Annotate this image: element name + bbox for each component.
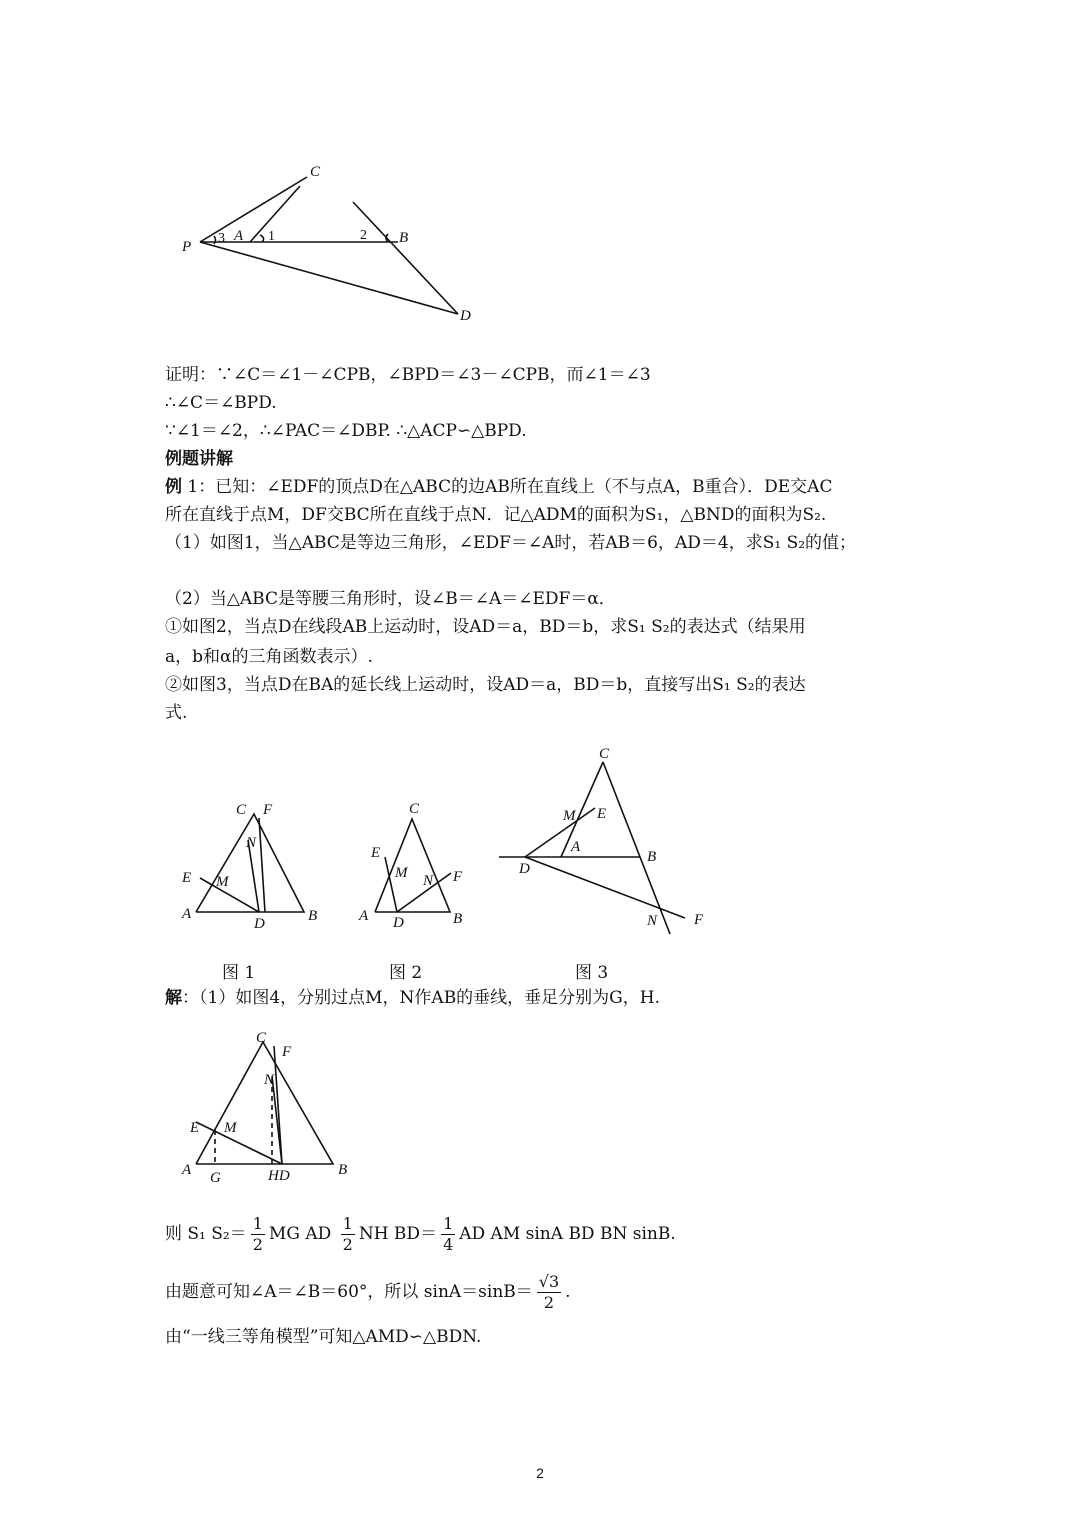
fig2-E: E bbox=[371, 845, 381, 861]
solution-line-3-end: . bbox=[565, 1282, 571, 1302]
fig3-F: F bbox=[694, 912, 704, 928]
label-D: D bbox=[460, 308, 471, 324]
eq-term-2: NH BD＝ bbox=[358, 1224, 438, 1244]
figure-2 bbox=[355, 795, 475, 940]
fig1-M: M bbox=[216, 874, 229, 890]
top-figure bbox=[170, 150, 490, 330]
fig1-D: D bbox=[254, 916, 265, 932]
fig3-N: N bbox=[647, 913, 658, 929]
fraction-half-2: $\frac{1}{2}$ bbox=[342, 1214, 353, 1254]
label-angle-1: 1 bbox=[268, 229, 275, 244]
label-angle-2: 2 bbox=[360, 228, 367, 243]
eq-term-3: AD AM sinA BD BN sinB. bbox=[459, 1224, 676, 1244]
solution-label: 解 bbox=[165, 988, 182, 1008]
example-line-2: 所在直线于点M，DF交BC所在直线于点N．记△ADM的面积为S₁，△BND的面积为S₂. bbox=[165, 505, 827, 525]
example-line-8: 式. bbox=[165, 703, 188, 723]
fig3-B: B bbox=[647, 849, 657, 865]
label-C: C bbox=[310, 164, 321, 180]
fig2-F: F bbox=[453, 869, 463, 885]
caption-fig3: 图 3 bbox=[575, 963, 609, 983]
fig3-C: C bbox=[599, 746, 610, 762]
fig4-C: C bbox=[256, 1030, 267, 1046]
figure-4 bbox=[170, 1022, 370, 1192]
label-A: A bbox=[234, 228, 244, 244]
fig1-C: C bbox=[236, 802, 247, 818]
fig3-M: M bbox=[563, 808, 576, 824]
figure-1 bbox=[170, 790, 330, 940]
proof-line-3: ∵∠1＝∠2，∴∠PAC＝∠DBP. ∴△ACP∽△BPD. bbox=[165, 421, 527, 441]
fig4-A: A bbox=[182, 1162, 192, 1178]
fig2-D: D bbox=[393, 915, 404, 931]
fig4-E: E bbox=[190, 1120, 200, 1136]
solution-line-3 bbox=[165, 1270, 571, 1314]
eq-term-1: MG AD bbox=[268, 1224, 332, 1244]
eq-prefix: 则 S₁ S₂＝ bbox=[165, 1224, 247, 1244]
fig2-B: B bbox=[453, 911, 463, 927]
proof-line-2: ∴∠C＝∠BPD. bbox=[165, 393, 277, 413]
fig3-E: E bbox=[597, 806, 607, 822]
fig1-E: E bbox=[182, 870, 192, 886]
solution-line-1 bbox=[165, 987, 660, 1009]
fig1-F: F bbox=[263, 802, 273, 818]
solution-equation bbox=[165, 1212, 676, 1256]
fig2-A: A bbox=[359, 908, 369, 924]
example-line-1 bbox=[165, 476, 832, 498]
fraction-half-1: $\frac{1}{2}$ bbox=[252, 1214, 263, 1254]
example-line-1-text: 1：已知：∠EDF的顶点D在△ABC的边AB所在直线上（不与点A，B重合）．DE交AC bbox=[182, 477, 833, 497]
example-line-4: （2）当△ABC是等腰三角形时，设∠B＝∠A＝∠EDF＝α． bbox=[165, 589, 616, 609]
caption-fig1: 图 1 bbox=[222, 963, 256, 983]
example-line-7: ②如图3，当点D在BA的延长线上运动时，设AD＝a，BD＝b，直接写出S₁ S₂的表达 bbox=[165, 675, 806, 695]
fraction-sqrt3-over-2: $\frac{√3}{2}$ bbox=[538, 1272, 560, 1312]
solution-line-4: 由“一线三等角模型”可知△AMD∽△BDN. bbox=[165, 1327, 482, 1347]
fig1-B: B bbox=[308, 908, 318, 924]
fig3-D: D bbox=[519, 861, 530, 877]
example-label: 例 bbox=[165, 477, 182, 497]
fig4-G: G bbox=[210, 1170, 221, 1186]
figure-3 bbox=[495, 740, 725, 940]
fig4-N: N bbox=[264, 1072, 275, 1088]
fig4-M: M bbox=[224, 1120, 237, 1136]
example-line-6: a，b和α的三角函数表示）. bbox=[165, 647, 373, 667]
example-line-5: ①如图2，当点D在线段AB上运动时，设AD＝a，BD＝b，求S₁ S₂的表达式（结果用 bbox=[165, 617, 806, 637]
fig2-M: M bbox=[395, 865, 408, 881]
section-title: 例题讲解 bbox=[165, 449, 233, 469]
solution-line-3-text: 由题意可知∠A＝∠B＝60°，所以 sinA＝sinB＝ bbox=[165, 1282, 533, 1302]
fig4-HD: HD bbox=[268, 1168, 290, 1184]
fig2-N: N bbox=[423, 873, 434, 889]
page-number: 2 bbox=[536, 1465, 544, 1481]
proof-line-1: 证明：∵∠C＝∠1－∠CPB，∠BPD＝∠3－∠CPB，而∠1＝∠3 bbox=[165, 365, 651, 385]
label-B: B bbox=[399, 230, 409, 246]
label-angle-3: 3 bbox=[218, 231, 225, 246]
fraction-quarter: $\frac{1}{4}$ bbox=[443, 1214, 454, 1254]
example-line-3: （1）如图1，当△ABC是等边三角形，∠EDF＝∠A时，若AB＝6，AD＝4，求S₁ S₂的值； bbox=[165, 533, 857, 553]
caption-fig2: 图 2 bbox=[389, 963, 423, 983]
fig4-F: F bbox=[282, 1044, 292, 1060]
fig3-A: A bbox=[571, 839, 581, 855]
fig4-B: B bbox=[338, 1162, 348, 1178]
solution-line-1-text: ：（1）如图4，分别过点M，N作AB的垂线，垂足分别为G，H. bbox=[182, 988, 660, 1008]
fig1-N: N bbox=[246, 835, 257, 851]
fig1-A: A bbox=[182, 906, 192, 922]
fig2-C: C bbox=[409, 801, 420, 817]
label-P: P bbox=[182, 239, 192, 255]
